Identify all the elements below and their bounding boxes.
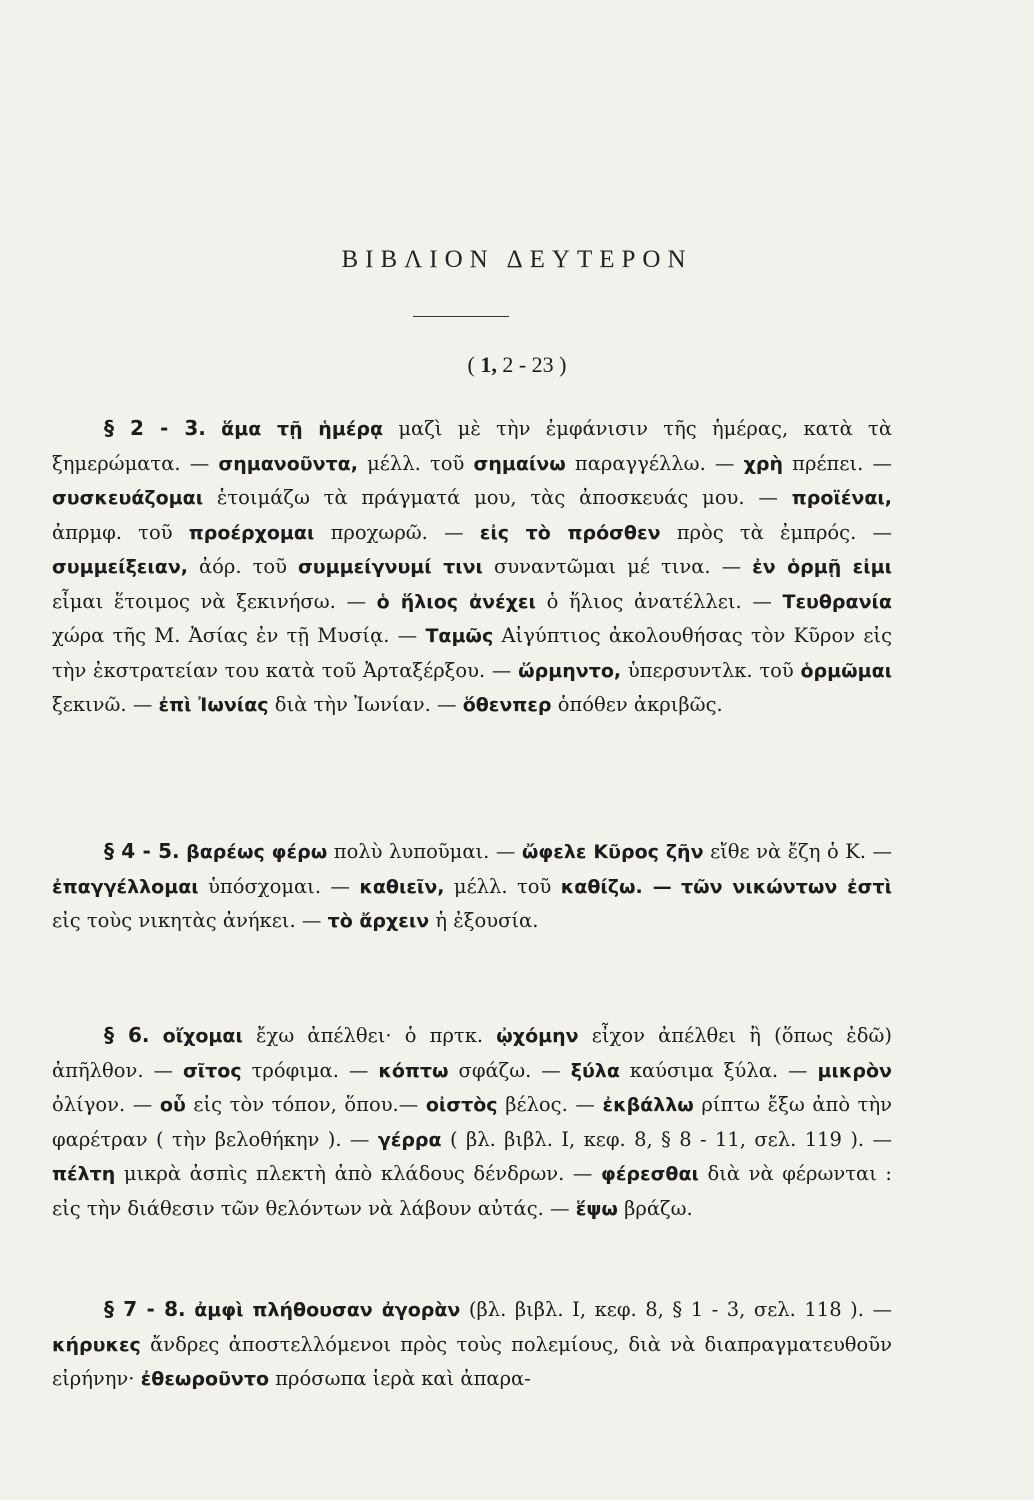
gloss-text: καύσιμα ξύλα. —	[629, 1058, 808, 1082]
gloss-text: διὰ νὰ φέρωνται : εἰς τὴν διάθεσιν τῶν θελόντων νὰ λάβουν αὐτάς. —	[52, 1162, 892, 1220]
headword: φέρεσθαι	[600, 1163, 699, 1185]
gloss-text: προχωρῶ. —	[330, 520, 464, 544]
headword: ἅμα τῇ ἡμέρᾳ	[221, 418, 384, 440]
gloss-text: ὑπόσχομαι. —	[208, 874, 350, 898]
headword: ὅθενπερ	[462, 694, 552, 716]
verse-range: 2 - 23	[502, 352, 554, 377]
gloss-text: (βλ. βιβλ. Ι, κεφ. 8, § 1 - 3, σελ. 118 ). —	[468, 1298, 893, 1321]
section-6	[52, 1019, 892, 1226]
headword: ὤφελε Κῦρος ζῆν	[521, 841, 704, 863]
gloss-text: χώρα τῆς Μ. Ἀσίας ἐν τῇ Μυσίᾳ. —	[52, 624, 418, 647]
headword: πέλτη	[52, 1163, 116, 1185]
headword: βαρέως φέρω	[186, 841, 328, 863]
gloss-text: ξεκινῶ. —	[52, 693, 153, 716]
gloss-text: παραγγέλλω. —	[574, 451, 735, 475]
gloss-text: πρὸς τὰ ἐμπρός. —	[676, 520, 892, 544]
headword: τὸ ἄρχειν	[327, 910, 430, 932]
section-number: § 4 - 5.	[104, 839, 180, 863]
headword: μικρὸν	[817, 1059, 892, 1082]
headword: ᾠχόμην	[496, 1025, 579, 1047]
headword: οὗ	[159, 1094, 186, 1116]
headword: ἐθεωροῦντο	[140, 1368, 270, 1390]
headword: ξύλα	[570, 1059, 620, 1082]
gloss-text: Αἰγύπτιος ἀκολουθήσας τὸν Κῦρον εἰς τὴν ἐκστρατείαν του κατὰ τοῦ Ἀρταξέρξου. —	[52, 624, 892, 682]
gloss-text: ( βλ. βιβλ. Ι, κεφ. 8, § 8 - 11, σελ. 119 ). —	[449, 1127, 893, 1151]
headword: ἐπαγγέλλομαι	[52, 875, 199, 898]
gloss-text: σφάζω. —	[458, 1058, 561, 1082]
headword: ὁρμῶμαι	[800, 659, 893, 682]
gloss-text: ρίπτω ἔξω ἀπὸ τὴν φαρέτραν ( τὴν βελοθήκην ). —	[52, 1093, 892, 1151]
gloss-text: βέλος. —	[505, 1093, 595, 1116]
gloss-text: ἔχω ἀπέλθει· ὁ πρτκ.	[256, 1024, 484, 1047]
headword: συσκευάζομαι	[52, 487, 204, 509]
headword: οἰστὸς	[425, 1094, 498, 1116]
gloss-text: εἰς τὸν τόπον, ὅπου.—	[193, 1093, 419, 1116]
section-2-3	[52, 412, 892, 723]
section-7-8	[52, 1293, 892, 1397]
headword: Τευθρανία	[782, 590, 892, 613]
gloss-text: μέλλ. τοῦ	[453, 874, 552, 898]
chapter-number: 1,	[480, 352, 497, 377]
gloss-text: ὀλίγον. —	[52, 1093, 153, 1116]
gloss-text: ἄνδρες ἀποστελλόμενοι πρὸς τοὺς πολεμίους, διὰ νὰ διαπραγματευθοῦν εἰρήνην·	[52, 1332, 892, 1390]
section-4-5	[52, 835, 892, 939]
gloss-text: ἀπρμφ. τοῦ	[52, 520, 173, 544]
headword: κήρυκες	[52, 1333, 141, 1356]
section-number: § 6.	[104, 1023, 150, 1047]
gloss-text: ἡ ἐξουσία.	[435, 909, 539, 932]
gloss-text: μαζὶ μὲ τὴν ἐμφάνισιν τῆς ἡμέρας, κατὰ τὰ ξημερώματα. —	[52, 417, 893, 475]
gloss-text: ἀόρ. τοῦ	[199, 555, 287, 578]
gloss-text: ὑπερσυντλκ. τοῦ	[627, 658, 794, 682]
headword: ἕψω	[575, 1197, 618, 1220]
gloss-text: εἴθε νὰ ἔζη ὁ Κ. —	[710, 840, 893, 863]
headword: σημανοῦντα,	[218, 452, 358, 475]
headword: συμμείξειαν,	[52, 556, 188, 578]
headword: ἐν ὁρμῇ εἰμι	[752, 556, 893, 578]
headword: συμμείγνυμί τινι	[298, 556, 483, 578]
headword: σῖτος	[182, 1059, 242, 1082]
gloss-text: ὁπόθεν ἀκριβῶς.	[557, 693, 723, 716]
headword: Ταμῶς	[425, 625, 494, 647]
headword: καθιεῖν,	[359, 875, 445, 898]
headword: κόπτω	[378, 1059, 449, 1082]
section-number: § 7 - 8.	[104, 1297, 186, 1321]
gloss-text: διὰ τὴν Ἰωνίαν. —	[274, 693, 457, 716]
title-divider	[413, 316, 509, 317]
headword: σημαίνω	[473, 452, 566, 475]
gloss-text: ὁ ἥλιος ἀνατέλλει. —	[546, 589, 772, 613]
headword: γέρρα	[377, 1128, 442, 1151]
section-number: § 2 - 3.	[104, 416, 206, 440]
gloss-text: μέλλ. τοῦ	[367, 451, 465, 475]
headword: ἀμφὶ πλήθουσαν ἀγορὰν	[194, 1299, 461, 1321]
headword: ἐκβάλλω	[602, 1094, 694, 1116]
gloss-text: πολὺ λυποῦμαι. —	[333, 840, 516, 863]
headword: προέρχομαι	[188, 521, 315, 544]
headword: καθίζω. —	[560, 875, 672, 898]
gloss-text: συναντῶμαι μέ τινα. —	[493, 555, 742, 578]
headword: τῶν νικώντων ἐστὶ	[681, 875, 892, 898]
gloss-text: μικρὰ ἀσπὶς πλεκτὴ ἀπὸ κλάδους δένδρων. —	[123, 1162, 593, 1185]
gloss-text: βράζω.	[624, 1196, 693, 1220]
gloss-text: ἑτοιμάζω τὰ πράγματά μου, τὰς ἀποσκευάς μου. —	[216, 486, 778, 509]
headword: χρὴ	[743, 452, 783, 475]
gloss-text: τρόφιμα. —	[251, 1058, 369, 1082]
book-title: ΒΙΒΛΙΟΝ ΔΕΥΤΕΡΟΝ	[341, 246, 693, 273]
headword: προϊέναι,	[791, 487, 893, 509]
chapter-range: ( 1, 2 - 23 )	[467, 352, 567, 377]
headword: οἴχομαι	[162, 1025, 243, 1047]
gloss-text: εἶχον ἀπέλθει ἢ (ὅπως ἐδῶ) ἀπῆλθον. —	[52, 1024, 892, 1082]
headword: ὁ ἥλιος ἀνέχει	[376, 590, 536, 613]
gloss-text: εἶμαι ἕτοιμος νὰ ξεκινήσω. —	[52, 589, 366, 613]
gloss-text: πρέπει. —	[792, 451, 892, 475]
gloss-text: πρόσωπα ἱερὰ καὶ ἀπαρα-	[275, 1367, 531, 1390]
headword: ἐπὶ Ἰωνίας	[158, 694, 269, 716]
headword: εἰς τὸ πρόσθεν	[479, 521, 661, 544]
headword: ὥρμηντο,	[518, 659, 622, 682]
gloss-text: εἰς τοὺς νικητὰς ἀνήκει. —	[52, 909, 322, 932]
